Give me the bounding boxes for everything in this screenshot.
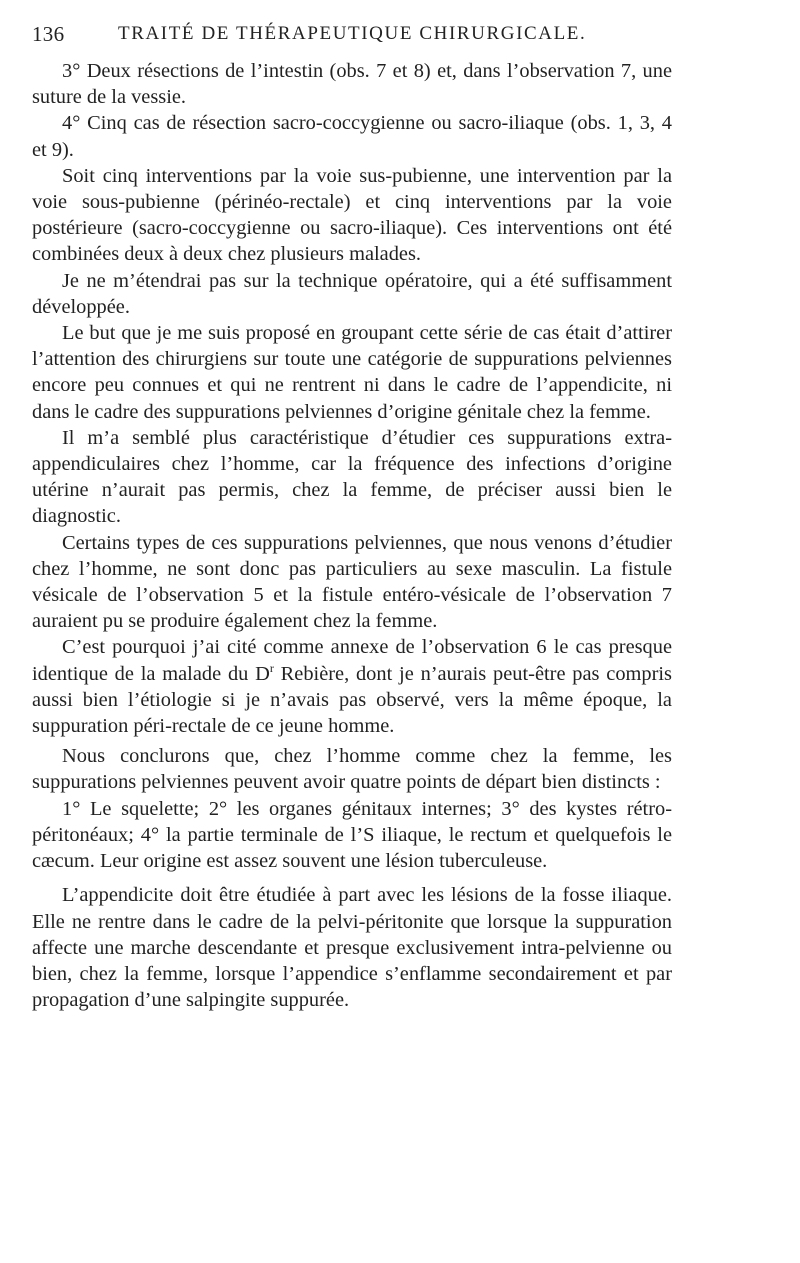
running-head	[32, 20, 682, 52]
page-number: 136	[32, 22, 65, 46]
paragraph-conclusion: Nous conclurons que, chez l’homme comme chez la femme, les suppurations pelviennes peuvent avoir quatre points de départ bien distincts :	[32, 745, 672, 794]
paragraph-purpose: Le but que je me suis proposé en groupant cette série de cas était d’attirer l’attention des chirurgiens sur toute une catégorie de suppurations pelviennes encore peu connues et qui ne rentrent ni dans le cadre de l’appendicite, ni dans le cadre des suppurations pelviennes d’origine génitale chez la femme.	[32, 322, 672, 423]
paragraph-appendicitis: L’appendicite doit être étudiée à part avec les lésions de la fosse iliaque. Elle ne rentre dans le cadre de la pelvi-péritonite que lorsque la suppuration affecte une marche descendante et presque exclusivement intra-pelvienne ou bien, chez la femme, lorsque l’appendice s’enflamme secondairement et par propagation d’une salpingite suppurée.	[32, 884, 672, 1012]
paragraph-technique: Je ne m’étendrai pas sur la technique opératoire, qui a été suffisamment développée.	[32, 269, 672, 318]
running-title: TRAITÉ DE THÉRAPEUTIQUE CHIRURGICALE.	[118, 23, 587, 44]
doctor-superscript: r	[269, 660, 274, 675]
paragraph-types: Certains types de ces suppurations pelviennes, que nous venons d’étudier chez l’homme, ne sont donc pas particuliers au sexe masculin. La fistule vésicale de l’observation 5 et la fistule entéro-vésicale de l’observation 7 auraient pu se produire également chez la femme.	[32, 531, 672, 633]
paragraph-rebiere	[32, 634, 672, 739]
paragraph-interventions-summary: Soit cinq interventions par la voie sus-pubienne, une intervention par la voie sous-pubienne (périnéo-rectale) et cinq interventions par la voie postérieure (sacro-coccygienne ou sacro-iliaque). Ces interventions ont été combinées deux à deux chez plusieurs malades.	[32, 164, 672, 266]
body-text	[32, 58, 672, 1013]
rebiere-text-after: Rebière, dont je n’aurais peut-être pas compris aussi bien l’étiologie si je n’avais pas observé, vers la même époque, la suppuration péri-rectale de ce jeune homme.	[32, 662, 672, 738]
paragraph-item-3-intestine: 3° Deux résections de l’intestin (obs. 7 et 8) et, dans l’observation 7, une suture de la vessie.	[32, 60, 672, 109]
paragraph-extra-appendicular: Il m’a semblé plus caractéristique d’étudier ces suppurations extra-appendiculaires chez l’homme, car la fréquence des infections d’origine utérine n’aurait pas permis, chez la femme, de préciser aussi bien le diagnostic.	[32, 426, 672, 528]
rebiere-text-before: C’est pourquoi j’ai cité comme annexe de l’observation 6 le cas presque identique de la malade du D	[32, 636, 672, 685]
paragraph-item-4-sacro: 4° Cinq cas de résection sacro-coccygienne ou sacro-iliaque (obs. 1, 3, 4 et 9).	[32, 112, 672, 161]
paragraph-origins: 1° Le squelette; 2° les organes génitaux internes; 3° des kystes rétro-péritonéaux; 4° la partie terminale de l’S iliaque, le rectum et quelquefois le cæcum. Leur origine est assez souvent une lésion tuberculeuse.	[32, 797, 672, 873]
